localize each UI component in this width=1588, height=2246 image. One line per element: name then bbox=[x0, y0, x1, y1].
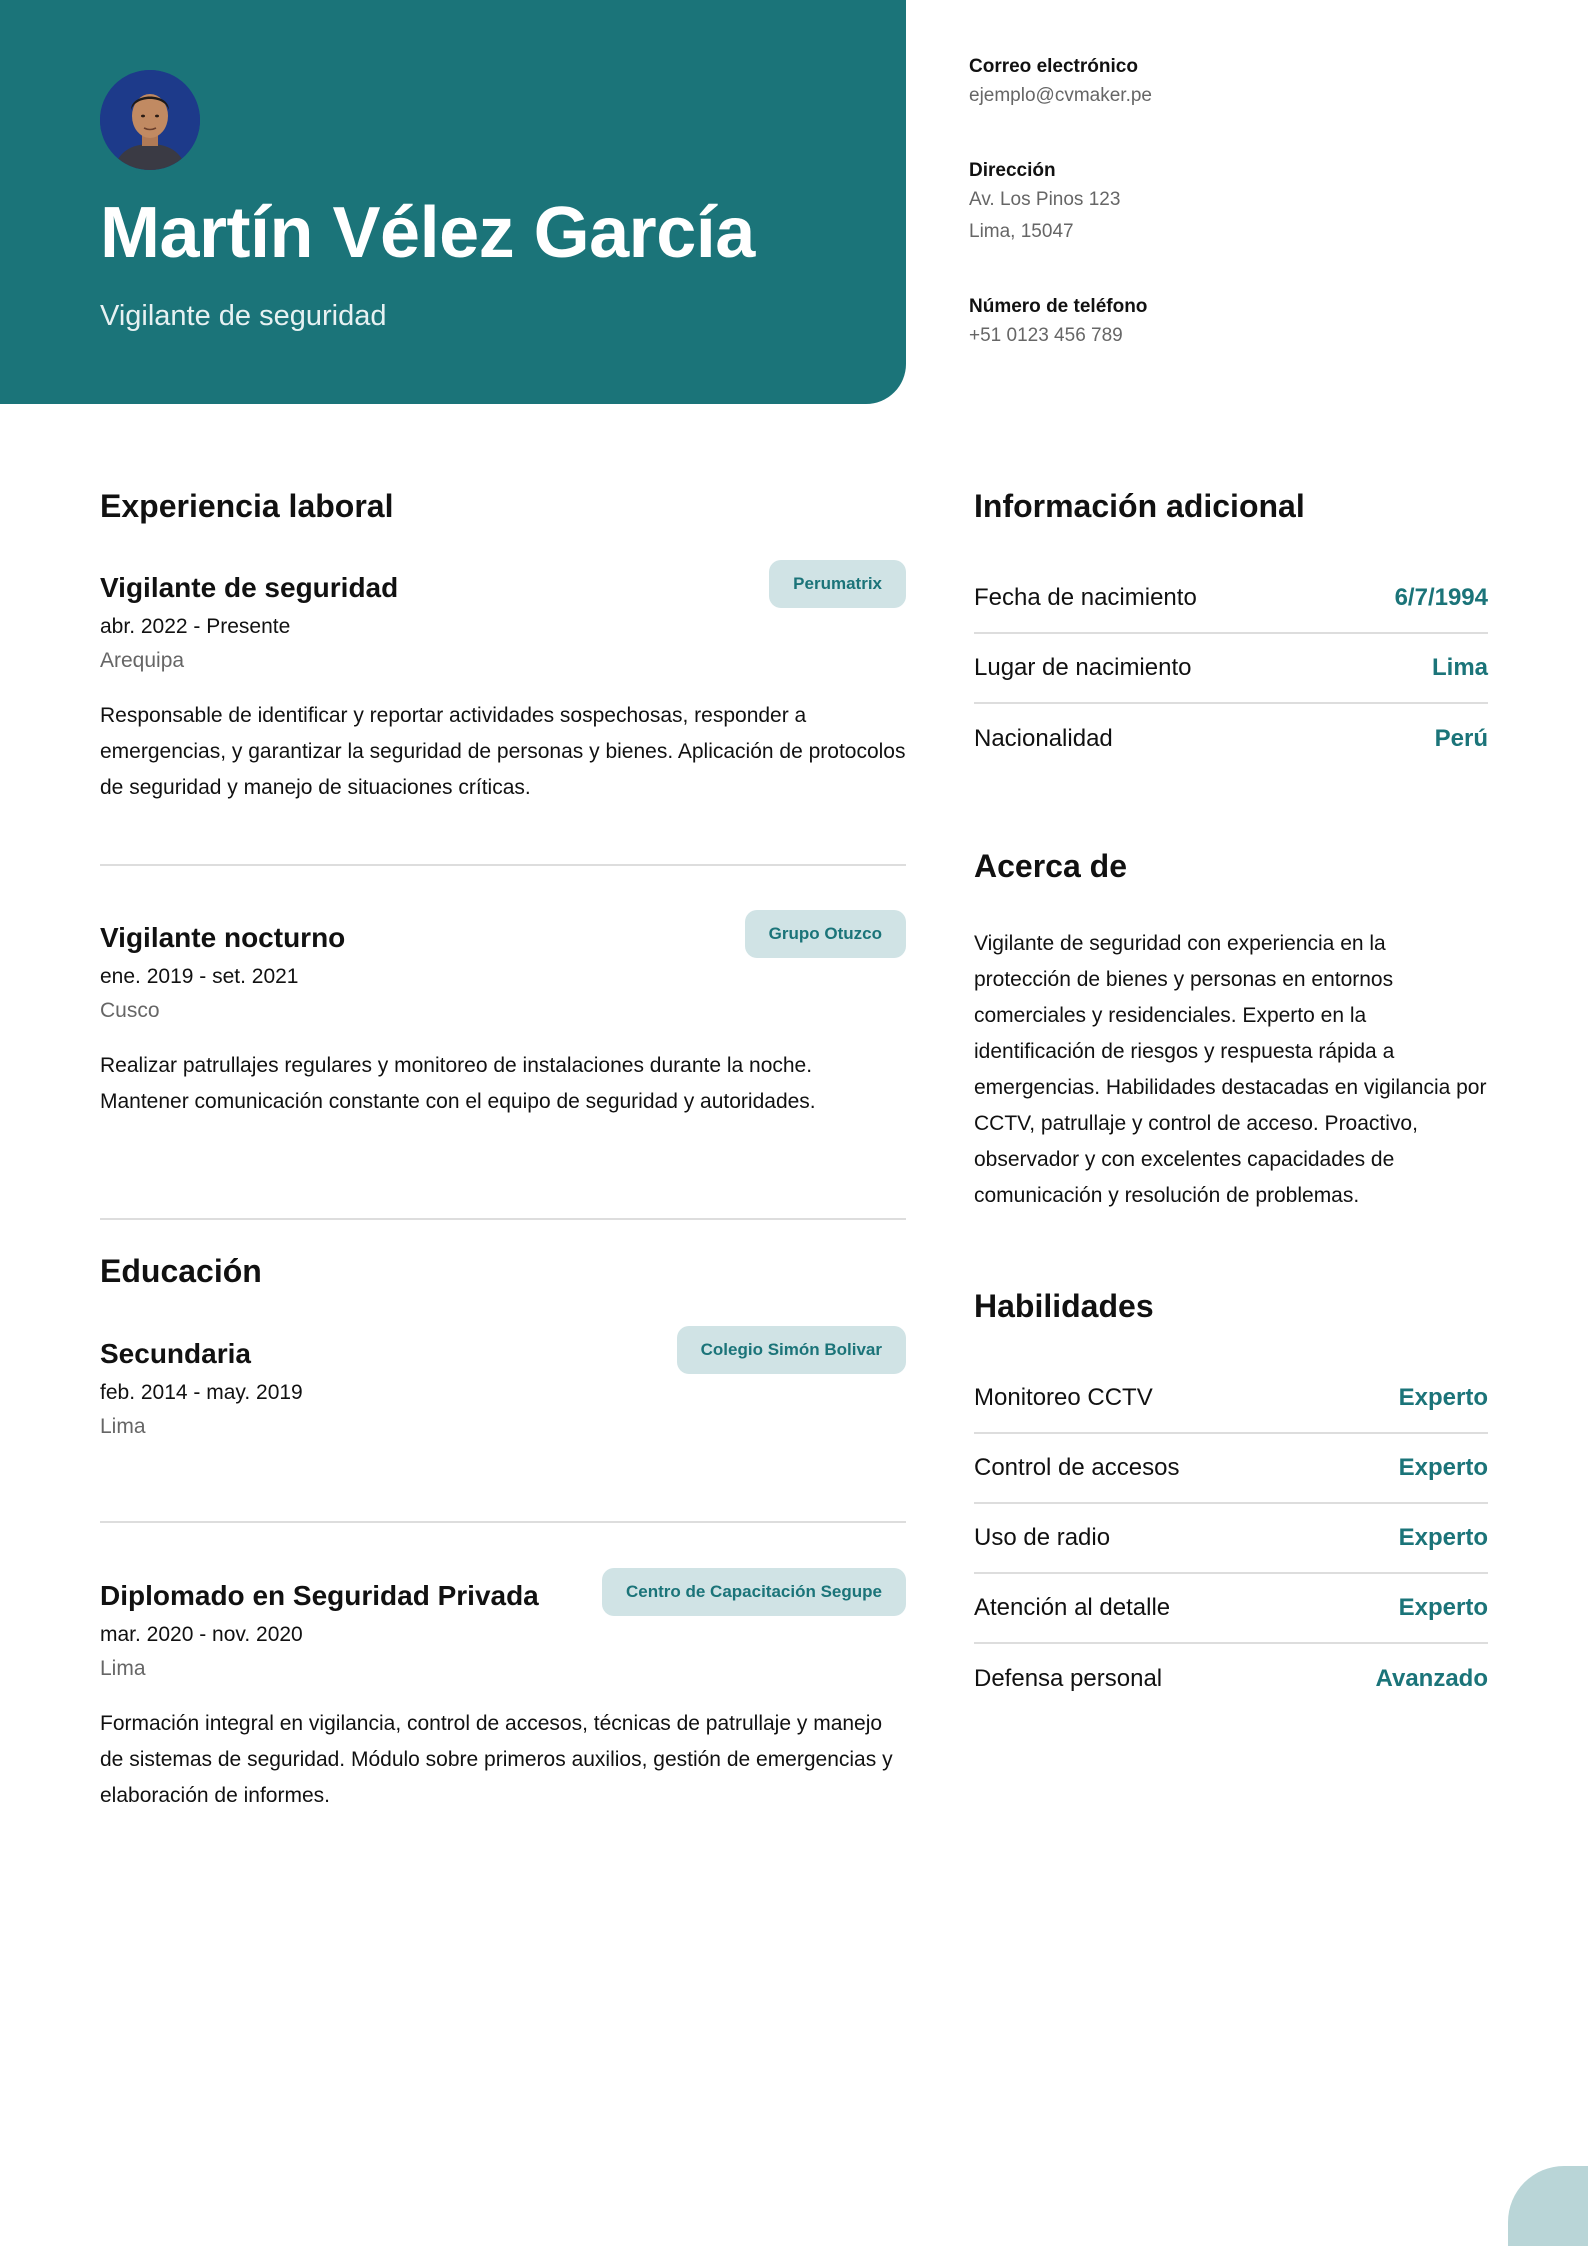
contact-phone bbox=[969, 294, 1529, 352]
additional-info-table bbox=[974, 564, 1488, 774]
divider bbox=[100, 1218, 906, 1220]
institution-badge: Centro de Capacitación Segupe bbox=[602, 1568, 906, 1616]
divider bbox=[100, 1521, 906, 1523]
contact-email bbox=[969, 54, 1529, 112]
skill-level: Avanzado bbox=[1375, 1665, 1488, 1692]
info-row bbox=[974, 634, 1488, 704]
skill-level: Experto bbox=[1398, 1594, 1488, 1621]
candidate-role: Vigilante de seguridad bbox=[100, 300, 387, 332]
job-location: Cusco bbox=[100, 999, 160, 1022]
info-value: Perú bbox=[1434, 725, 1488, 752]
about-heading: Acerca de bbox=[974, 848, 1127, 884]
job-title: Vigilante de seguridad bbox=[100, 572, 399, 603]
info-value: 6/7/1994 bbox=[1394, 584, 1488, 611]
info-label: Fecha de nacimiento bbox=[974, 584, 1197, 611]
info-label: Lugar de nacimiento bbox=[974, 654, 1192, 681]
company-badge: Grupo Otuzco bbox=[745, 910, 906, 958]
divider bbox=[100, 864, 906, 866]
skill-name: Atención al detalle bbox=[974, 1594, 1171, 1621]
job-dates: ene. 2019 - set. 2021 bbox=[100, 965, 299, 988]
phone-value: +51 0123 456 789 bbox=[969, 325, 1123, 346]
contact-address bbox=[969, 158, 1529, 248]
job-dates: abr. 2022 - Presente bbox=[100, 615, 291, 638]
job-location: Arequipa bbox=[100, 649, 185, 672]
skill-name: Control de accesos bbox=[974, 1454, 1180, 1481]
skill-row bbox=[974, 1364, 1488, 1434]
institution-badge: Colegio Simón Bolivar bbox=[677, 1326, 906, 1374]
education-dates: feb. 2014 - may. 2019 bbox=[100, 1381, 303, 1404]
education-description: Formación integral en vigilancia, control de accesos, técnicas de patrullaje y manejo de sistemas de seguridad. Módulo sobre primeros auxilios, gestión de emergencias y elaboración de informes. bbox=[100, 1712, 893, 1807]
header-banner bbox=[0, 0, 906, 404]
skills-table bbox=[974, 1364, 1488, 1714]
skill-level: Experto bbox=[1398, 1454, 1488, 1481]
decorative-corner bbox=[1508, 2166, 1588, 2246]
info-label: Nacionalidad bbox=[974, 725, 1113, 752]
job-description: Realizar patrullajes regulares y monitoreo de instalaciones durante la noche. Mantener comunicación constante con el equipo de seguridad y autoridades. bbox=[100, 1054, 816, 1113]
avatar bbox=[100, 70, 200, 170]
skill-row bbox=[974, 1434, 1488, 1504]
skills-heading: Habilidades bbox=[974, 1288, 1154, 1324]
profile-photo bbox=[100, 70, 200, 170]
about-text: Vigilante de seguridad con experiencia en la protección de bienes y personas en entornos comerciales y residenciales. Experto en la identificación de riesgos y respuesta rápida a emergencias. Habilidades destacadas en vigilancia por CCTV, patrullaje y control de acceso. Proactivo, observador y con excelentes capacidades de comunicación y resolución de problemas. bbox=[974, 932, 1487, 1207]
info-row bbox=[974, 564, 1488, 634]
degree-title: Secundaria bbox=[100, 1338, 251, 1369]
education-location: Lima bbox=[100, 1415, 146, 1438]
skill-level: Experto bbox=[1398, 1384, 1488, 1411]
skill-row bbox=[974, 1574, 1488, 1644]
info-value: Lima bbox=[1431, 654, 1488, 681]
education-dates: mar. 2020 - nov. 2020 bbox=[100, 1623, 303, 1646]
skill-name: Monitoreo CCTV bbox=[974, 1384, 1153, 1411]
education-item bbox=[100, 1578, 906, 1814]
job-description: Responsable de identificar y reportar actividades sospechosas, responder a emergencias, y garantizar la seguridad de personas y bienes. Aplicación de protocolos de seguridad y manejo de situaciones críticas. bbox=[100, 704, 906, 799]
email-label: Correo electrónico bbox=[969, 56, 1138, 77]
phone-label: Número de teléfono bbox=[969, 296, 1148, 317]
experience-heading: Experiencia laboral bbox=[100, 488, 394, 524]
email-value: ejemplo@cvmaker.pe bbox=[969, 85, 1152, 106]
skill-name: Uso de radio bbox=[974, 1524, 1111, 1551]
degree-title: Diplomado en Seguridad Privada bbox=[100, 1580, 539, 1611]
experience-item bbox=[100, 570, 906, 806]
job-title: Vigilante nocturno bbox=[100, 922, 346, 953]
additional-info-heading: Información adicional bbox=[974, 488, 1305, 524]
candidate-name: Martín Vélez García bbox=[100, 193, 755, 273]
address-label: Dirección bbox=[969, 160, 1056, 181]
skill-name: Defensa personal bbox=[974, 1665, 1163, 1692]
address-line-2: Lima, 15047 bbox=[969, 221, 1074, 242]
education-item bbox=[100, 1336, 906, 1442]
education-heading: Educación bbox=[100, 1253, 262, 1289]
experience-item bbox=[100, 920, 906, 1120]
education-location: Lima bbox=[100, 1657, 146, 1680]
skill-row bbox=[974, 1644, 1488, 1714]
skill-level: Experto bbox=[1398, 1524, 1488, 1551]
info-row bbox=[974, 704, 1488, 774]
skill-row bbox=[974, 1504, 1488, 1574]
company-badge: Perumatrix bbox=[769, 560, 906, 608]
address-line-1: Av. Los Pinos 123 bbox=[969, 189, 1121, 210]
